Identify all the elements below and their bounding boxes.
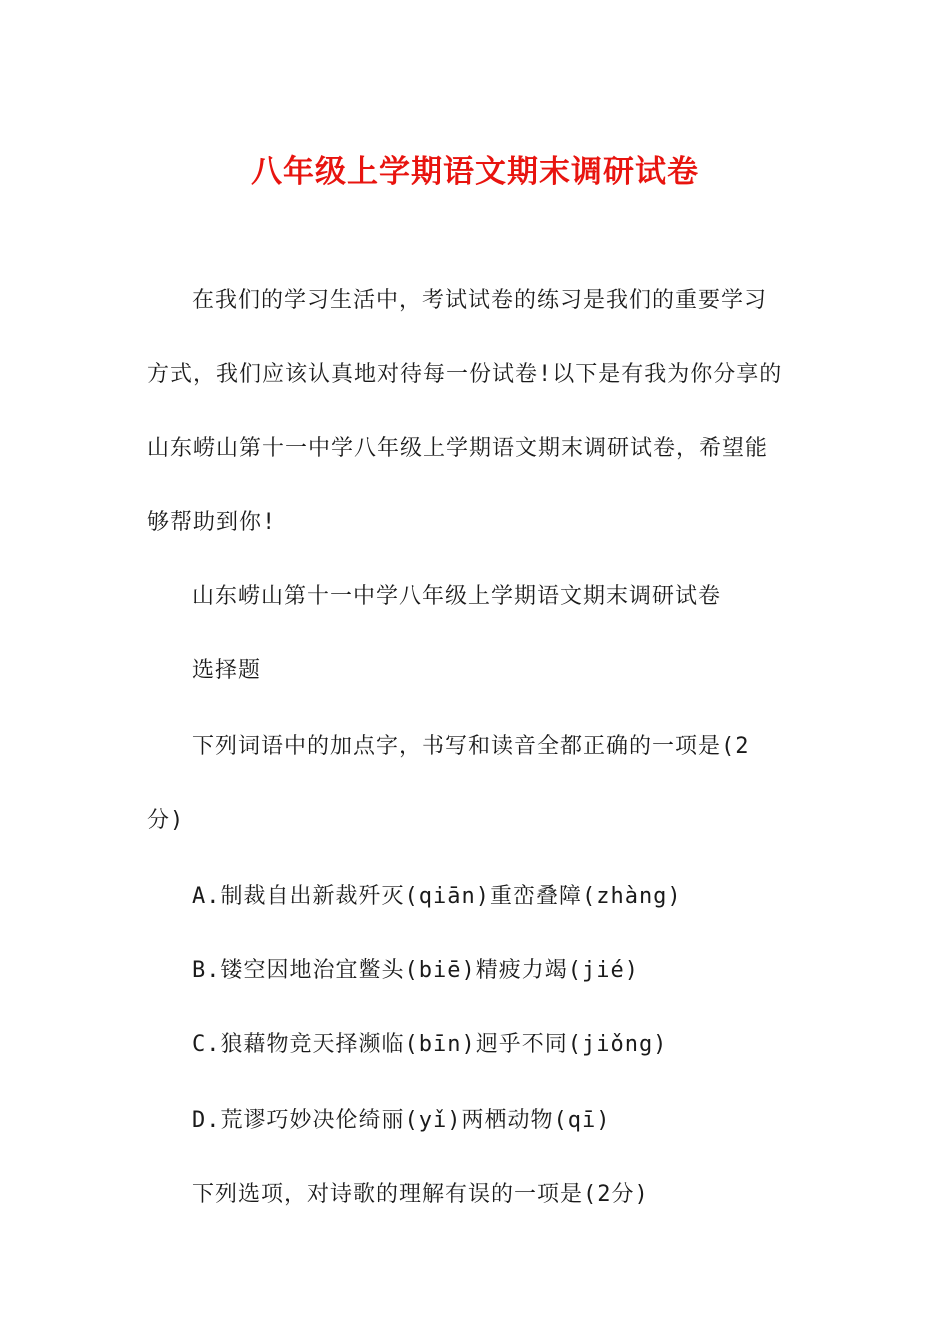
intro-line-4: 够帮助到你! [147, 510, 277, 535]
option-c: C.狼藉物竞天择濒临(bīn)迥乎不同(jiǒng) [192, 1032, 668, 1057]
document-title: 八年级上学期语文期末调研试卷 [251, 154, 699, 190]
intro-line-3: 山东崂山第十一中学八年级上学期语文期末调研试卷，希望能 [147, 436, 769, 461]
question-1-line-1: 下列词语中的加点字，书写和读音全都正确的一项是(2 [192, 734, 750, 759]
section-heading: 选择题 [192, 658, 262, 683]
question-1-line-2: 分) [147, 808, 185, 833]
option-d: D.荒谬巧妙决伦绮丽(yǐ)两栖动物(qī) [192, 1108, 611, 1133]
exam-title: 山东崂山第十一中学八年级上学期语文期末调研试卷 [192, 584, 722, 609]
option-b: B.镂空因地治宜鳖头(biē)精疲力竭(jié) [192, 958, 639, 983]
intro-line-2: 方式，我们应该认真地对待每一份试卷!以下是有我为你分享的 [147, 362, 783, 387]
option-a: A.制裁自出新裁歼灭(qiān)重峦叠障(zhàng) [192, 884, 682, 909]
intro-line-1: 在我们的学习生活中，考试试卷的练习是我们的重要学习 [192, 288, 768, 313]
question-2: 下列选项，对诗歌的理解有误的一项是(2分) [192, 1182, 649, 1207]
